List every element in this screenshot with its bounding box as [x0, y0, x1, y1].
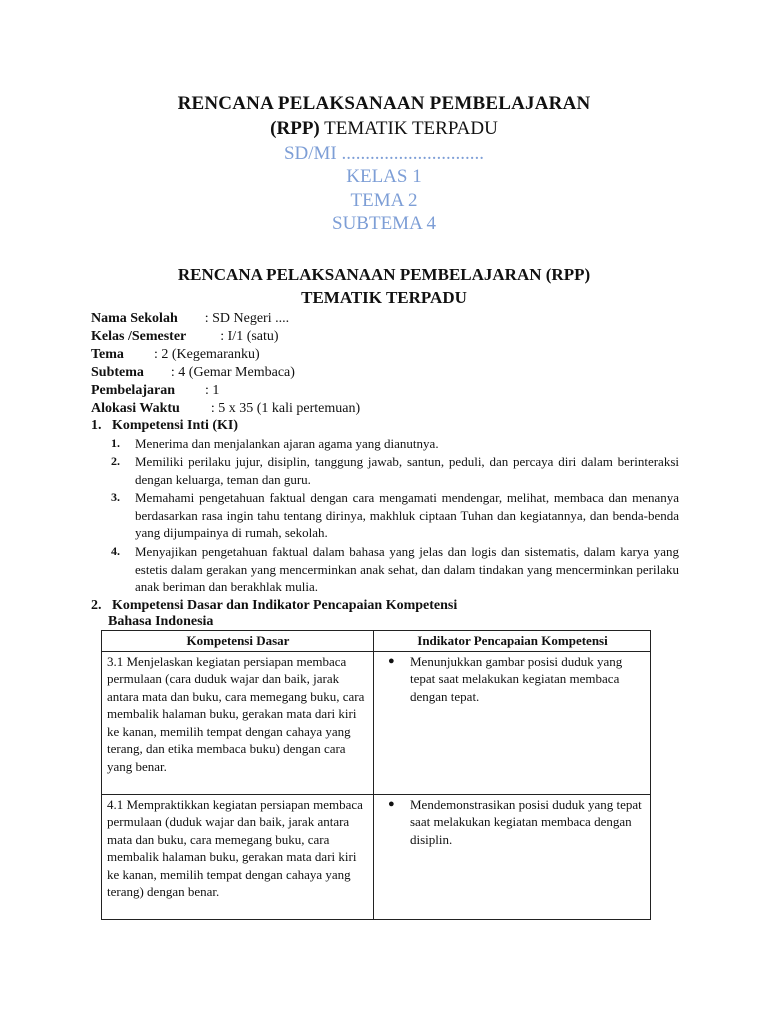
info-value: : SD Negeri .... — [204, 311, 290, 326]
indikator-text: Menunjukkan gambar posisi duduk yang tepat saat melakukan kegiatan membaca dengan tepat. — [410, 653, 623, 704]
table-row — [102, 651, 651, 794]
info-value: : 5 x 35 (1 kali pertemuan) — [210, 401, 361, 416]
ki-item — [111, 543, 679, 596]
ki-text: Memahami pengetahuan faktual dengan cara mengamati mendengar, melihat, membaca dan menanya berdasarkan rasa ingin tahu tentang dirinya, makhluk ciptaan Tuhan dan kegiatannya, dan benda-benda yang dijumpainya di rumah, sekolah. — [135, 490, 679, 540]
info-nama-sekolah — [91, 310, 289, 328]
info-tema — [91, 346, 260, 364]
info-label: Pembelajaran — [91, 383, 175, 398]
info-label: Kelas /Semester — [91, 329, 187, 344]
info-value: : 4 (Gemar Membaca) — [170, 365, 295, 380]
info-subtema — [91, 364, 295, 382]
ki-item — [111, 435, 679, 453]
ki-number: 3. — [111, 490, 120, 504]
indikator-cell — [374, 651, 651, 794]
section-subtitle: TEMATIK TERPADU — [301, 288, 467, 307]
kd-cell: 4.1 Mempraktikkan kegiatan persiapan membaca permulaan (duduk wajar dan baik, jarak antara mata dan buku, cara memegang buku, cara membalik halaman buku, gerakan mata dari kiri ke kanan, memilih tempat dengan cahaya yang terang) dengan benar. — [102, 794, 374, 919]
table-header-row — [102, 631, 651, 652]
info-label: Subtema — [91, 365, 144, 380]
info-kelas-semester — [91, 328, 279, 346]
ki-item — [111, 453, 679, 488]
info-label: Nama Sekolah — [91, 311, 178, 326]
info-alokasi-waktu — [91, 400, 360, 418]
bullet-icon: ● — [388, 654, 395, 667]
table-row — [102, 794, 651, 919]
info-value: : I/1 (satu) — [220, 329, 279, 344]
info-value: : 2 (Kegemaranku) — [153, 347, 260, 362]
ki-heading: 1. Kompetensi Inti (KI) — [91, 418, 238, 433]
indikator-cell — [374, 794, 651, 919]
kd-cell: 3.1 Menjelaskan kegiatan persiapan membaca permulaan (cara duduk wajar dan baik, jarak antara mata dan buku, cara memegang buku, cara membalik halaman buku, gerakan mata dari kiri ke kanan, memilih tempat dengan cahaya yang terang, dan etika membaca buku) dengan cara yang benar. — [102, 651, 374, 794]
sdmi-line: SD/MI .............................. — [283, 143, 485, 164]
ki-text: Menerima dan menjalankan ajaran agama yang dianutnya. — [135, 436, 439, 451]
kelas-line: KELAS 1 — [346, 166, 422, 187]
info-pembelajaran — [91, 382, 219, 400]
col-kompetensi-dasar: Kompetensi Dasar — [102, 631, 374, 652]
tema-line: TEMA 2 — [350, 190, 418, 211]
ki-number: 1. — [111, 436, 120, 450]
col-indikator: Indikator Pencapaian Kompetensi — [374, 631, 651, 652]
kd-heading: 2. Kompetensi Dasar dan Indikator Pencapaian Kompetensi — [91, 598, 458, 613]
info-value: : 1 — [204, 383, 220, 398]
tematik-terpadu-label: TEMATIK TERPADU — [319, 118, 498, 139]
info-label: Alokasi Waktu — [91, 401, 180, 416]
document-subtitle — [0, 118, 768, 140]
document-title: RENCANA PELAKSANAAN PEMBELAJARAN — [177, 93, 591, 114]
indikator-text: Mendemonstrasikan posisi duduk yang tepat saat melakukan kegiatan membaca dengan disiplin. — [410, 796, 642, 847]
subtema-line: SUBTEMA 4 — [332, 213, 436, 234]
ki-text: Memiliki perilaku jujur, disiplin, tanggung jawab, santun, peduli, dan percaya diri dalam berinteraksi dengan keluarga, teman dan guru. — [135, 454, 679, 487]
ki-number: 2. — [111, 454, 120, 468]
ki-item — [111, 489, 679, 542]
kd-table — [101, 630, 651, 920]
section-title: RENCANA PELAKSANAAN PEMBELAJARAN (RPP) — [177, 265, 591, 284]
bullet-icon: ● — [388, 797, 395, 810]
info-label: Tema — [91, 347, 124, 362]
ki-number: 4. — [111, 544, 120, 558]
kd-subject: Bahasa Indonesia — [108, 614, 214, 629]
ki-text: Menyajikan pengetahuan faktual dalam bahasa yang jelas dan logis dan sistematis, dalam karya yang estetis dalam gerakan yang mencerminkan anak sehat, dan dalam tindakan yang mencerminkan perilaku anak beriman dan berakhlak mulia. — [135, 544, 679, 594]
rpp-abbrev: (RPP) — [270, 118, 320, 139]
